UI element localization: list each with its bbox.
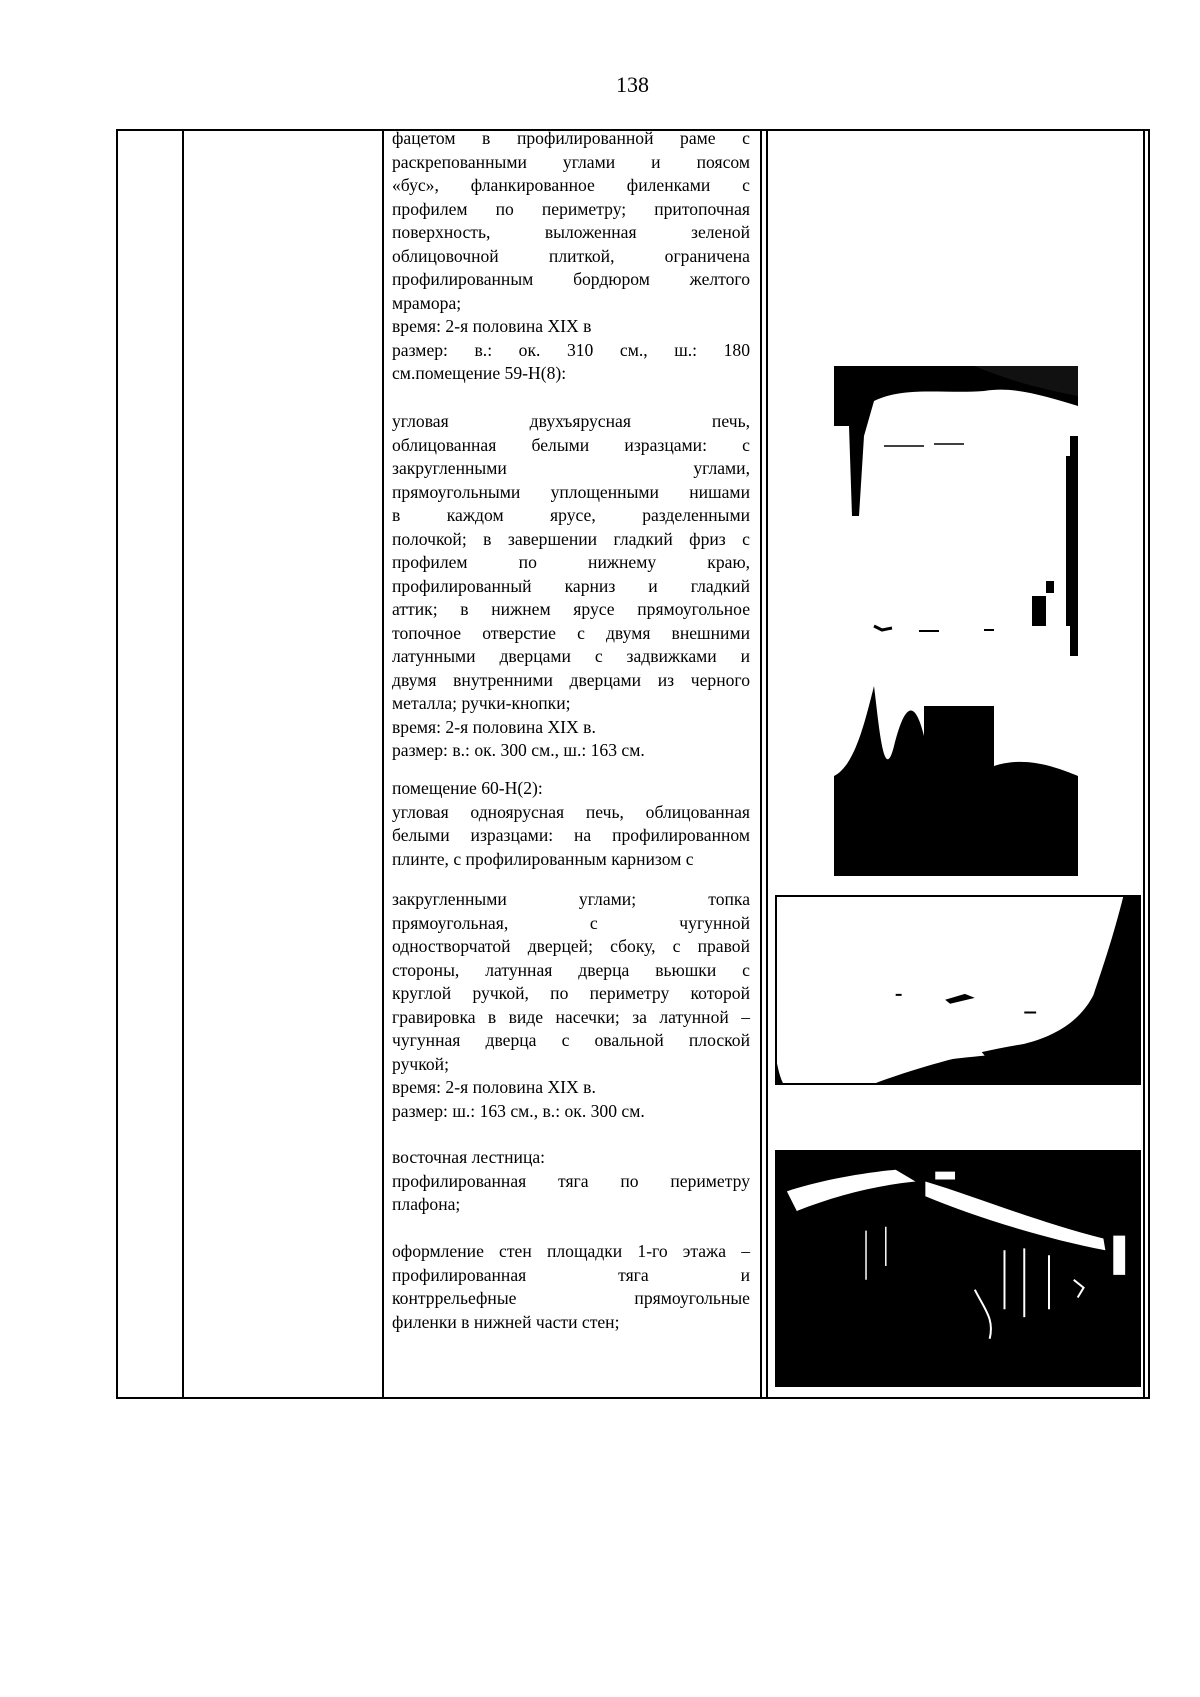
- description-line: облицованная белыми изразцами: с: [392, 434, 750, 455]
- description-line: размер: ш.: 163 см., в.: ок. 300 см.: [392, 1100, 645, 1121]
- description-line: мрамора;: [392, 292, 462, 313]
- description-line: профилем по нижнему краю,: [392, 552, 750, 572]
- description-line: см.помещение 59-Н(8):: [392, 363, 567, 383]
- text-block-landing-walls: [392, 1240, 750, 1334]
- description-line: «бус», фланкированное филенками с: [392, 175, 750, 195]
- description-line: помещение 60-Н(2):: [392, 778, 543, 798]
- description-line: профилированная тяга по периметру: [392, 1170, 750, 1191]
- description-line: латунными дверцами с задвижками и: [392, 646, 750, 666]
- stove-photo-image: [834, 366, 1078, 876]
- text-block-stove-59: [392, 410, 750, 763]
- description-line: закругленными углами; топка: [392, 889, 750, 909]
- text-block-east-staircase: [392, 1146, 750, 1217]
- description-line: профилированный карниз и гладкий: [392, 575, 750, 596]
- column-divider-3: [760, 131, 762, 1397]
- description-line: облицовочной плиткой, ограничена: [392, 245, 750, 266]
- description-line: время: 2-я половина XIX в.: [392, 716, 596, 737]
- column-divider-1: [182, 131, 184, 1397]
- description-line: оформление стен площадки 1-го этажа –: [392, 1241, 750, 1261]
- cornice-photo-image: [777, 897, 1139, 1083]
- photo-corner-stove-two-tier: [834, 366, 1078, 876]
- staircase-photo-image: [777, 1152, 1139, 1385]
- description-line: угловая одноярусная печь, облицованная: [392, 801, 750, 822]
- description-line: контррельефные прямоугольные: [392, 1288, 750, 1308]
- description-line: ручкой;: [392, 1053, 449, 1074]
- description-line: размер: в.: ок. 300 см., ш.: 163 см.: [392, 740, 645, 760]
- photo-stove-cornice: [775, 895, 1141, 1085]
- description-line: поверхность, выложенная зеленой: [392, 222, 750, 242]
- description-line: полочкой; в завершении гладкий фриз с: [392, 528, 750, 549]
- description-line: аттик; в нижнем ярусе прямоугольное: [392, 599, 750, 619]
- column-divider-5: [1143, 131, 1145, 1397]
- description-line: фацетом в профилированной раме с: [392, 128, 750, 148]
- description-line: раскрепованными углами и поясом: [392, 151, 750, 172]
- description-line: филенки в нижней части стен;: [392, 1311, 620, 1332]
- description-line: профилированная тяга и: [392, 1264, 750, 1285]
- column-divider-2: [382, 131, 384, 1397]
- description-line: круглой ручкой, по периметру которой: [392, 983, 750, 1003]
- description-line: плафона;: [392, 1194, 461, 1214]
- description-line: гравировка в виде насечки; за латунной –: [392, 1006, 750, 1027]
- column-divider-4: [766, 131, 768, 1397]
- description-line: в каждом ярусе, разделенными: [392, 505, 750, 525]
- text-block-room-60: [392, 777, 750, 871]
- description-line: восточная лестница:: [392, 1147, 546, 1167]
- description-line: чугунная дверца с овальной плоской: [392, 1030, 750, 1050]
- description-line: топочное отверстие с двумя внешними: [392, 622, 750, 643]
- page-number: 138: [616, 72, 649, 97]
- description-line: прямоугольная, с чугунной: [392, 912, 750, 933]
- description-line: профилированным бордюром желтого: [392, 269, 750, 289]
- photo-east-staircase-ceiling: [775, 1150, 1141, 1387]
- description-line: профилем по периметру; притопочная: [392, 198, 750, 219]
- description-line: плинте, с профилированным карнизом с: [392, 848, 694, 869]
- description-line: время: 2-я половина XIX в.: [392, 1077, 596, 1097]
- description-line: угловая двухъярусная печь,: [392, 411, 750, 431]
- text-block-stove-60: [392, 888, 750, 1123]
- text-block-fireplace: [392, 127, 750, 386]
- description-line: белыми изразцами: на профилированном: [392, 825, 750, 845]
- description-line: стороны, латунная дверца вьюшки с: [392, 959, 750, 980]
- description-line: одностворчатой дверцей; сбоку, с правой: [392, 936, 750, 956]
- description-line: двумя внутренними дверцами из черного: [392, 669, 750, 690]
- description-line: размер: в.: ок. 310 см., ш.: 180: [392, 339, 750, 360]
- description-line: время: 2-я половина XIX в: [392, 316, 592, 336]
- description-line: прямоугольными уплощенными нишами: [392, 481, 750, 502]
- description-line: закругленными углами,: [392, 458, 750, 478]
- description-line: металла; ручки-кнопки;: [392, 693, 571, 713]
